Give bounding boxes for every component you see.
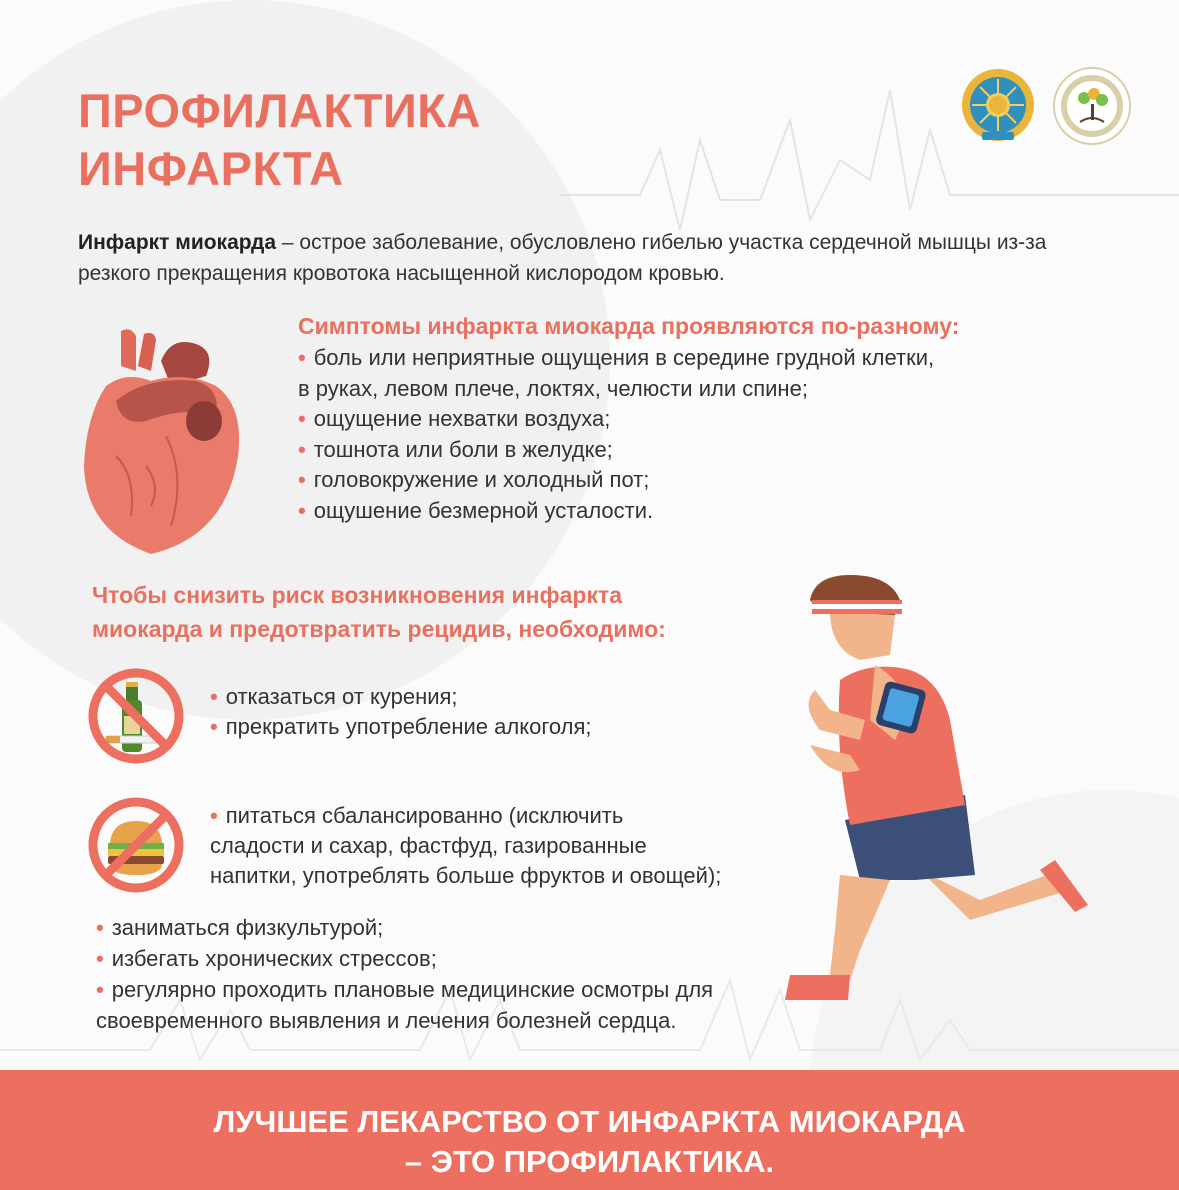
healthy-lifestyle-center-logo <box>1050 66 1134 146</box>
list-item <box>210 861 721 891</box>
list-item-text: сладости и сахар, фастфуд, газированные <box>210 833 647 858</box>
list-item-text: тошнота или боли в желудке; <box>313 436 613 462</box>
no-smoking-alcohol-icon <box>86 666 186 766</box>
list-item-text: прекратить употребление алкоголя; <box>225 714 592 739</box>
list-item-text: в руках, левом плече, локтях, челюсти или спине; <box>298 375 808 401</box>
intro-term: Инфаркт миокарда <box>78 231 277 254</box>
list-item: • головокружение и холодный пот; <box>298 467 650 492</box>
list-item: • избегать хронических стрессов; <box>96 946 437 971</box>
footer-slogan-line1: ЛУЧШЕЕ ЛЕКАРСТВО ОТ ИНФАРКТА МИОКАРДА <box>213 1104 966 1139</box>
page-title-line1: ПРОФИЛАКТИКА <box>78 84 481 137</box>
runner-illustration <box>770 570 1100 1010</box>
symptoms-list <box>298 343 1078 526</box>
list-item-text: заниматься физкультурой; <box>111 915 384 940</box>
prevention-list-habits <box>210 682 592 742</box>
list-item: • прекратить употребление алкоголя; <box>210 714 592 739</box>
page-title-line2: ИНФАРКТА <box>78 142 344 195</box>
list-item <box>210 831 721 861</box>
prevention-list-lifestyle <box>96 912 713 1036</box>
list-item: • питаться сбалансированно (исключить <box>210 803 624 828</box>
list-item-text: отказаться от курения; <box>225 684 458 709</box>
list-item: • ощущение нехватки воздуха; <box>298 406 611 431</box>
prevention-heading <box>92 578 666 646</box>
list-item <box>298 374 1078 405</box>
intro-paragraph <box>78 227 1078 289</box>
footer-slogan-line2: – ЭТО ПРОФИЛАКТИКА. <box>404 1144 775 1179</box>
list-item: • боль или неприятные ощущения в середине грудной клетки, <box>298 345 935 370</box>
prevention-heading-line1: Чтобы снизить риск возникновения инфаркта <box>92 582 623 608</box>
no-fastfood-icon <box>86 795 186 895</box>
list-item-text: ощущение нехватки воздуха; <box>313 406 611 431</box>
list-item: • тошнота или боли в желудке; <box>298 436 613 462</box>
list-item: • отказаться от курения; <box>210 684 458 709</box>
prevention-heading-line2: миокарда и предотвратить рецидив, необходимо: <box>92 616 666 642</box>
prevention-list-diet <box>210 801 721 891</box>
page-title <box>78 82 481 198</box>
list-item-text: боль или неприятные ощущения в середине грудной клетки, <box>313 345 935 370</box>
list-item: • ощушение безмерной усталости. <box>298 497 654 523</box>
intro-definition: – острое заболевание, обусловлено гибелью участка сердечной мышцы из-за резкого прекращения кровотока насыщенной кислородом кровью. <box>78 231 1047 285</box>
symptoms-heading: Симптомы инфаркта миокарда проявляются по-разному: <box>298 313 960 339</box>
list-item-text: питаться сбалансированно (исключить <box>225 803 624 828</box>
list-item-text: своевременного выявления и лечения болезней сердца. <box>96 1008 677 1033</box>
kazakhstan-emblem-icon <box>960 66 1036 144</box>
list-item: • регулярно проходить плановые медицинские осмотры для <box>96 977 714 1002</box>
list-item-text: регулярно проходить плановые медицинские осмотры для <box>111 977 714 1002</box>
list-item-text: головокружение и холодный пот; <box>313 467 650 492</box>
list-item: • заниматься физкультурой; <box>96 915 384 940</box>
footer-slogan <box>0 1102 1179 1182</box>
list-item <box>96 1005 713 1036</box>
list-item-text: напитки, употреблять больше фруктов и овощей); <box>210 863 722 888</box>
list-item-text: избегать хронических стрессов; <box>111 946 437 971</box>
list-item-text: ощушение безмерной усталости. <box>313 497 654 523</box>
heart-illustration <box>76 326 246 561</box>
